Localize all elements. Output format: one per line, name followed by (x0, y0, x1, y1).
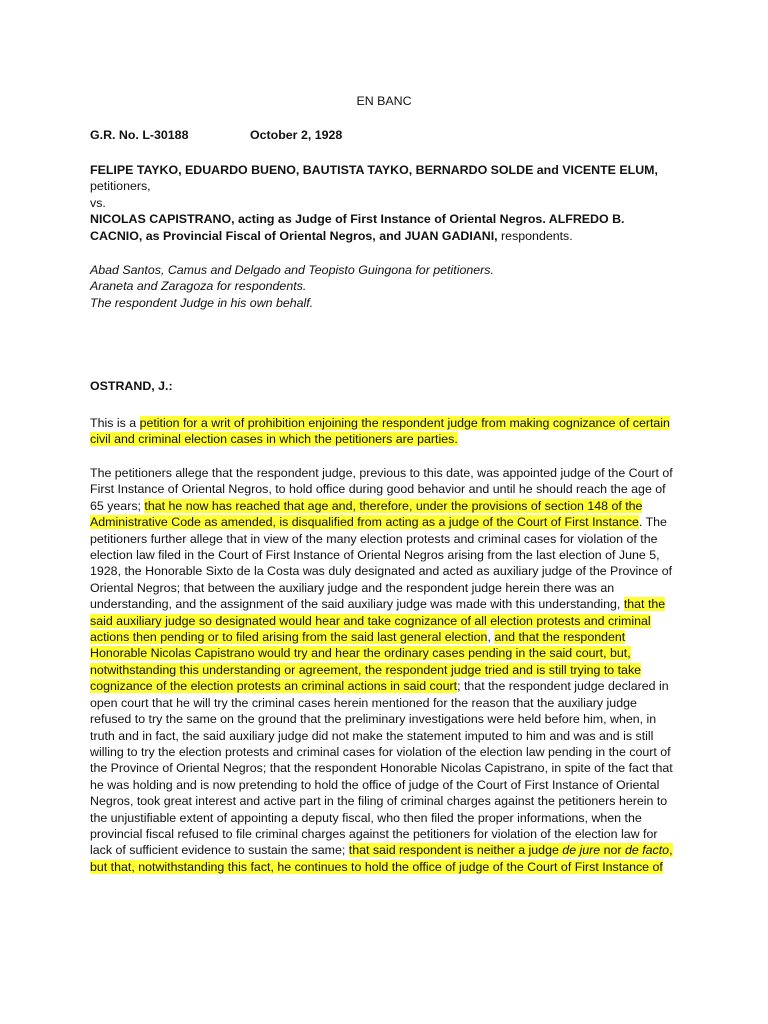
highlighted-text: and that the respondent Honorable Nicolas Capistrano would try and hear the ordinary cases pending in the said court, but, notwithstanding this understanding or agreement, the respondent judge tried and is still trying to take cognizance of the election protests an criminal actions in said court (90, 630, 642, 694)
case-header (90, 127, 680, 143)
highlighted-text: that the said auxiliary judge so designated would hear and take cognizance of all election protests and criminal actions then pending or to filed arising from the said last general election (90, 597, 666, 645)
division-label: EN BANC (356, 94, 412, 108)
petitioners-role: petitioners, (90, 179, 151, 194)
highlighted-text: petition for a writ of prohibition enjoining the respondent judge from making cognizance of certain civil and criminal election cases in which the petitioners are parties. (90, 416, 670, 447)
highlighted-text: that he now has reached that age and, therefore, under the provisions of section 148 of the Administrative Code as amended, is disqualified from acting as a judge of the Court of First Instance (90, 498, 643, 530)
paragraph-2 (90, 465, 680, 875)
body-text: This is a (90, 416, 140, 430)
highlighted-text: , but that, notwithstanding this fact, he continues to hold the office of judge of the Court of First Instance of (90, 843, 673, 874)
petitioners-names: FELIPE TAYKO, EDUARDO BUENO, BAUTISTA TAYKO, BERNARDO SOLDE and VICENTE ELUM, (90, 163, 658, 177)
counsel-line: Abad Santos, Camus and Delgado and Teopisto Guingona for petitioners. (90, 263, 494, 277)
highlighted-latin-term: de jure (562, 843, 601, 858)
versus-label: vs. (90, 195, 106, 210)
respondents-role: respondents. (497, 228, 573, 243)
division-heading (0, 93, 768, 109)
highlighted-text: that said respondent is neither a judge (348, 843, 563, 858)
ponente: OSTRAND, J.: (90, 379, 173, 393)
respondents-names: NICOLAS CAPISTRANO, acting as Judge of First Instance of Oriental Negros. ALFREDO B. CACNIO, as Provincial Fiscal of Oriental Negros, and JUAN GADIANI, (90, 212, 625, 243)
counsel-block (90, 262, 680, 311)
counsel-line: The respondent Judge in his own behalf. (90, 295, 314, 310)
highlighted-latin-term: de facto (624, 843, 670, 858)
body-text: . The petitioners further allege that in view of the many election protests and criminal cases for violation of the election law filed in the Court of First Instance of Oriental Negros arising from the last election of June 5, 1928, the Honorable Sixto de la Costa was duly designated and acted as auxiliary judge of the Province of Oriental Negros; that between the auxiliary judge and the respondent judge herein there was an understanding, and the assignment of the said auxiliary judge was made with this understanding, (90, 515, 673, 612)
petitioners-block (90, 162, 680, 244)
decision-date: October 2, 1928 (250, 128, 343, 142)
body-text: , (487, 630, 495, 645)
author-line (90, 378, 680, 394)
paragraph-1 (90, 415, 680, 448)
body-text: ; that the respondent judge declared in open court that he will try the criminal cases herein mentioned for the reason that the auxiliary judge refused to try the same on the ground that the preliminary investigations were held before him, when, in truth and in fact, the said auxiliary judge did not make the statement imputed to him and was and is still willing to try the election protests and criminal cases for violation of the election law pending in the court of the Province of Oriental Negros; that the respondent Honorable Nicolas Capistrano, in spite of the fact that he was holding and is now pretending to hold the office of judge of the Court of First Instance of Oriental Negros, took great interest and active part in the filing of criminal charges against the petitioners herein to the unjustifiable extent of appointing a deputy fiscal, who then filed the proper informations, when the provincial fiscal refused to file criminal charges against the petitioners for violation of the election law for lack of sufficient evidence to sustain the same; (90, 679, 673, 858)
gr-number: G.R. No. L-30188 (90, 128, 189, 142)
highlighted-text: nor (600, 843, 625, 858)
counsel-line: Araneta and Zaragoza for respondents. (90, 279, 307, 294)
body-text: The petitioners allege that the respondent judge, previous to this date, was appointed judge of the Court of First Instance of Oriental Negros, to hold office during good behavior and until he should reach the age of 65 years; (90, 466, 673, 513)
